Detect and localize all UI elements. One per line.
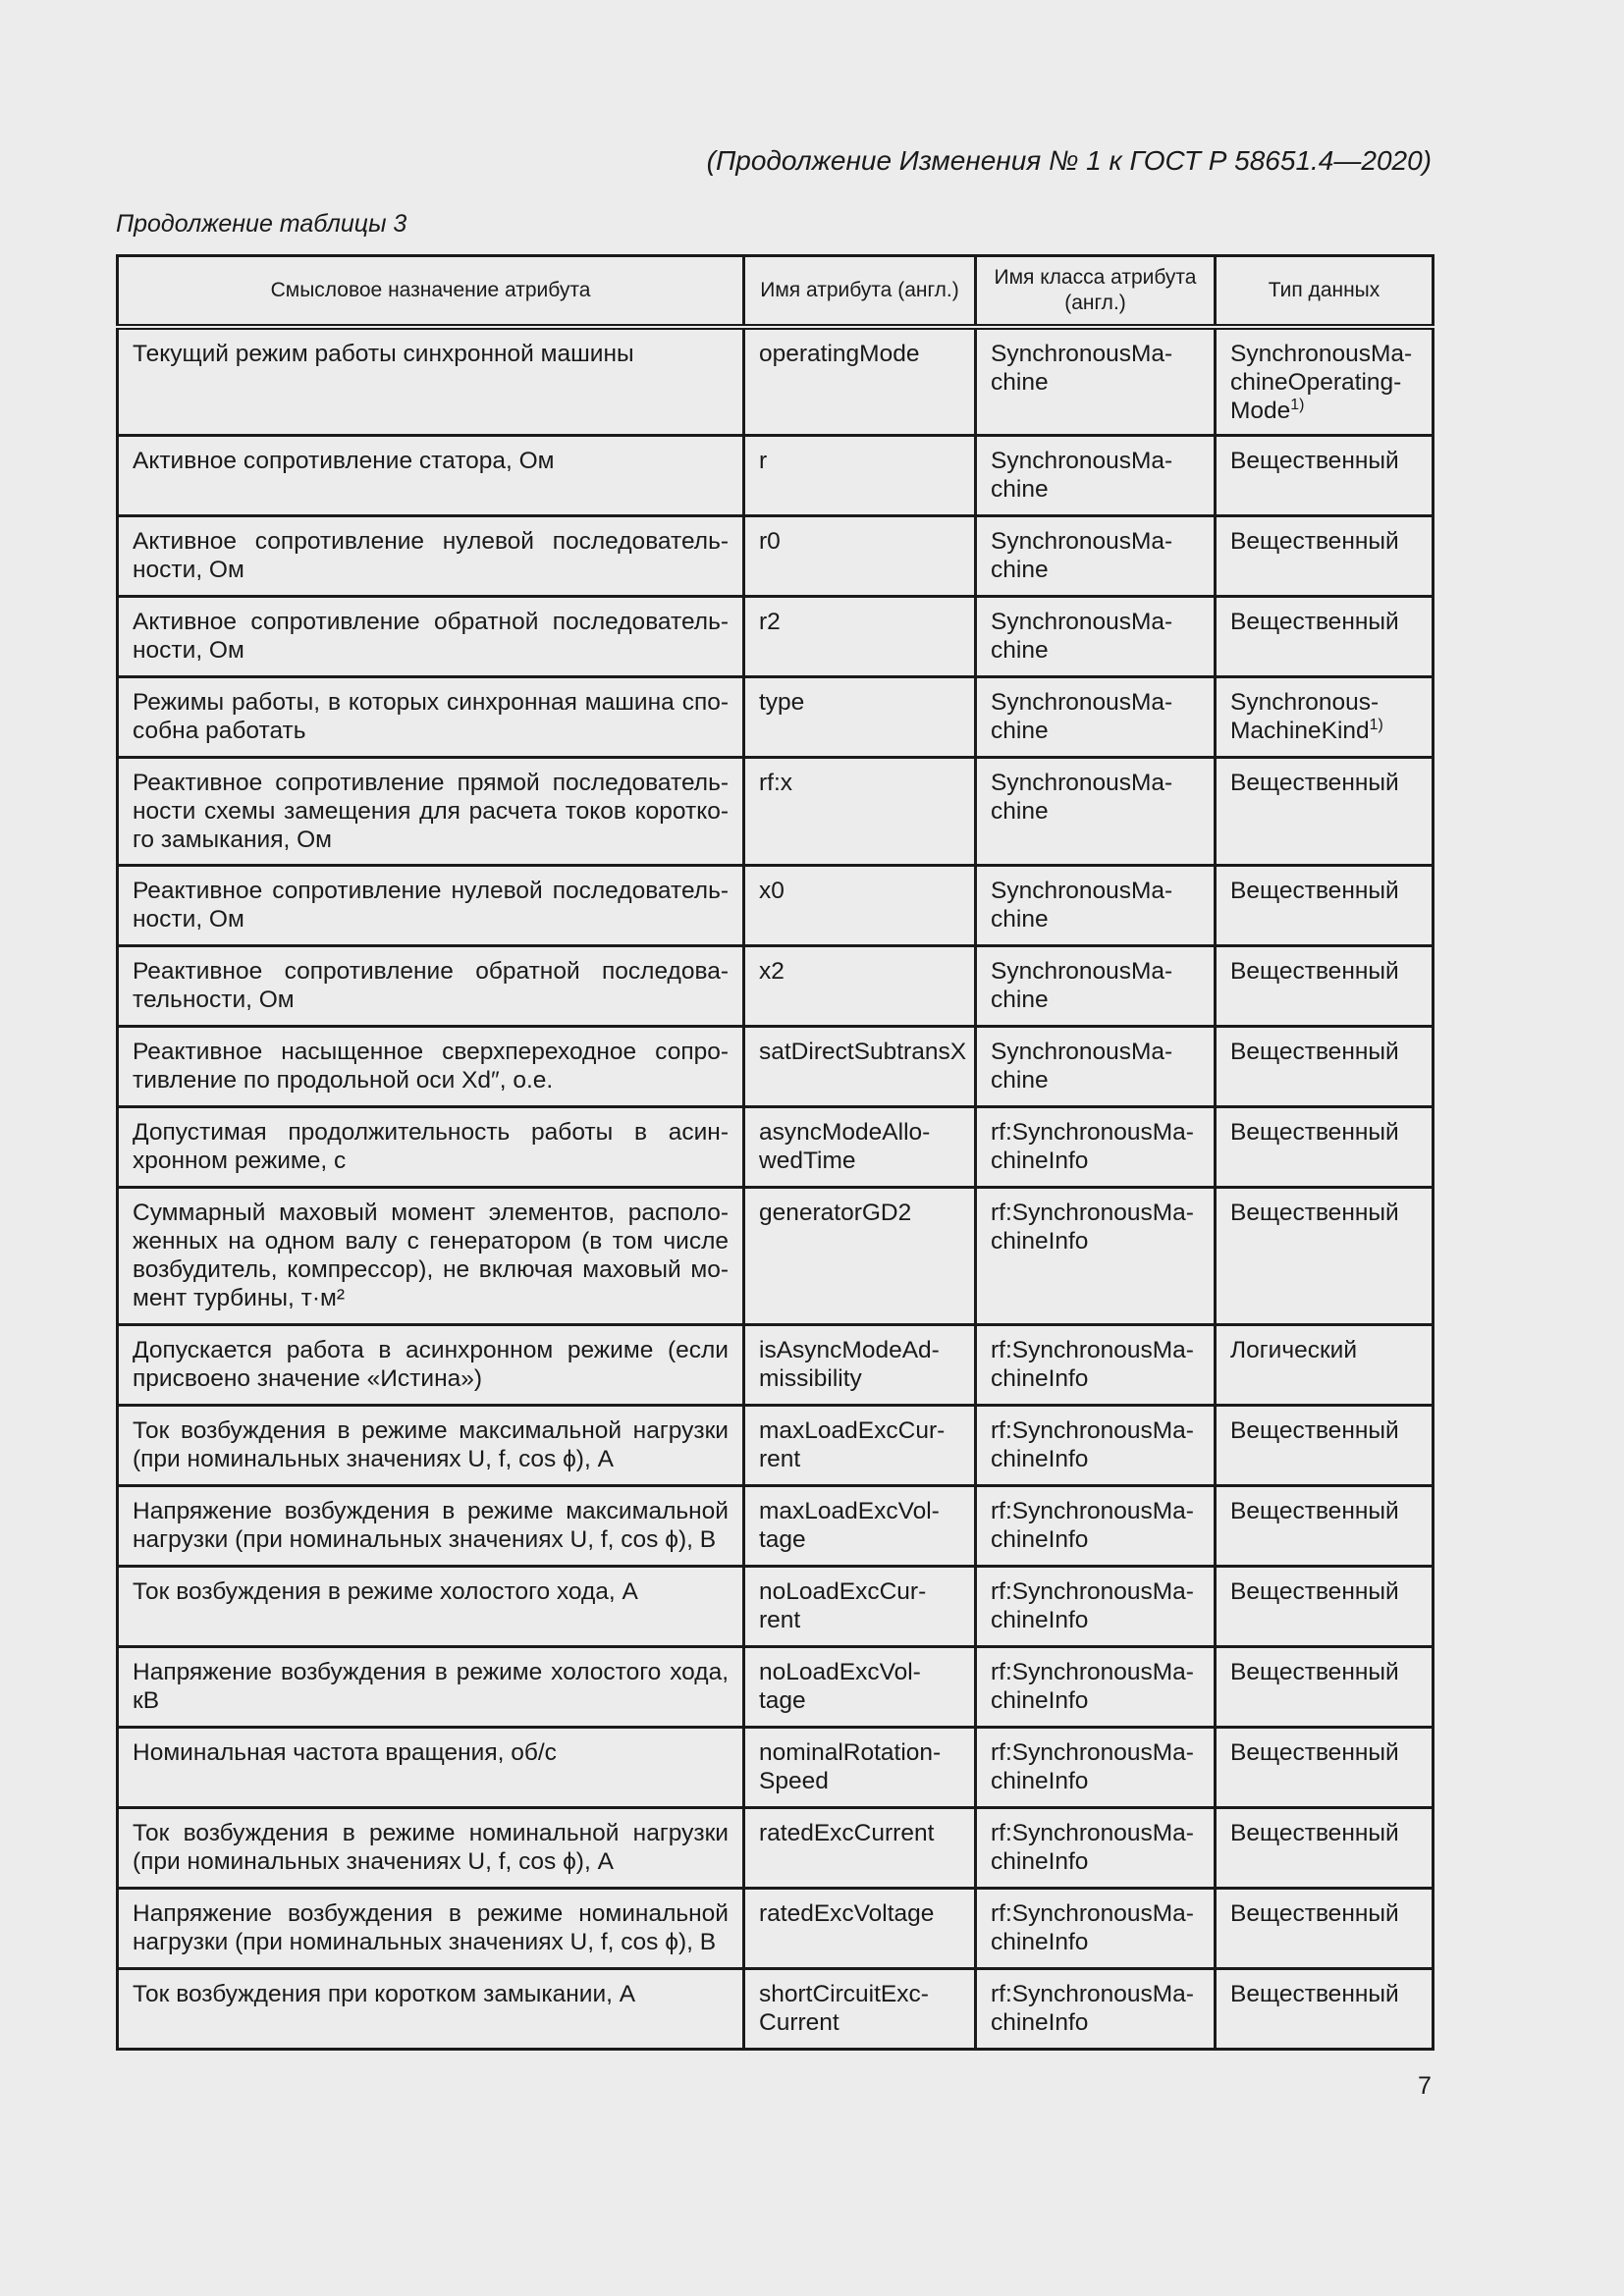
cell-purpose-text: Реактивное сопротивление нулевой последователь-ности, Ом <box>133 877 729 933</box>
cell-attribute-name-text: rf:x <box>759 769 793 796</box>
cell-purpose-text: Реактивное сопротивление прямой последователь-ности схемы замещения для расчета токов коротко-го замыкания, Ом <box>133 769 729 853</box>
cell-data-type <box>1216 1187 1434 1324</box>
cell-data-type-text: Вещественный <box>1230 769 1399 796</box>
cell-attribute-class <box>976 1405 1216 1485</box>
cell-data-type <box>1216 515 1434 596</box>
cell-attribute-name <box>744 1405 976 1485</box>
cell-data-type <box>1216 1807 1434 1888</box>
cell-attribute-name <box>744 757 976 865</box>
cell-attribute-class-text: rf:SynchronousMa-chineInfo <box>991 1899 1194 1955</box>
cell-purpose <box>118 1646 744 1727</box>
cell-purpose <box>118 1106 744 1187</box>
cell-purpose <box>118 1026 744 1106</box>
table-row <box>118 1807 1434 1888</box>
cell-data-type <box>1216 1405 1434 1485</box>
cell-purpose-text: Допустимая продолжительность работы в асин-хронном режиме, с <box>133 1118 729 1174</box>
cell-purpose-text: Текущий режим работы синхронной машины <box>133 341 634 367</box>
cell-attribute-class <box>976 1026 1216 1106</box>
cell-attribute-class-text: SynchronousMa-chine <box>991 957 1173 1013</box>
cell-attribute-name <box>744 1324 976 1405</box>
cell-data-type-text: Вещественный <box>1230 1038 1399 1065</box>
cell-data-type <box>1216 1106 1434 1187</box>
cell-attribute-class <box>976 1187 1216 1324</box>
cell-data-type-text: Вещественный <box>1230 1199 1399 1226</box>
cell-attribute-class-text: rf:SynchronousMa-chineInfo <box>991 1497 1194 1553</box>
cell-attribute-class <box>976 1727 1216 1807</box>
cell-attribute-class-text: rf:SynchronousMa-chineInfo <box>991 1980 1194 2036</box>
column-header-attribute-class: Имя класса атрибута (англ.) <box>976 256 1216 328</box>
cell-attribute-class-text: rf:SynchronousMa-chineInfo <box>991 1658 1194 1714</box>
cell-purpose-text: Ток возбуждения в режиме максимальной нагрузки (при номинальных значениях U, f, cos ϕ), А <box>133 1416 729 1472</box>
cell-data-type <box>1216 596 1434 676</box>
cell-attribute-name-text: maxLoadExcVol-tage <box>759 1497 940 1553</box>
cell-purpose <box>118 1324 744 1405</box>
cell-attribute-class-text: rf:SynchronousMa-chineInfo <box>991 1819 1194 1875</box>
cell-data-type-text: Логический <box>1230 1336 1358 1363</box>
cell-data-type-text: Synchronous-MachineKind <box>1230 688 1380 744</box>
table-row <box>118 327 1434 435</box>
cell-data-type-text: Вещественный <box>1230 1577 1399 1605</box>
cell-attribute-class <box>976 327 1216 435</box>
cell-attribute-class <box>976 1566 1216 1646</box>
cell-attribute-class-text: rf:SynchronousMa-chineInfo <box>991 1416 1194 1472</box>
cell-data-type <box>1216 1968 1434 2049</box>
cell-purpose-text: Ток возбуждения в режиме номинальной нагрузки (при номинальных значениях U, f, cos ϕ), А <box>133 1819 729 1875</box>
cell-data-type-text: Вещественный <box>1230 1899 1399 1927</box>
cell-data-type <box>1216 1727 1434 1807</box>
table-header-row <box>118 256 1434 328</box>
cell-attribute-name-text: ratedExcVoltage <box>759 1899 935 1927</box>
cell-purpose-text: Активное сопротивление статора, Ом <box>133 447 555 474</box>
cell-attribute-name-text: operatingMode <box>759 341 920 367</box>
cell-data-type <box>1216 435 1434 515</box>
cell-attribute-name <box>744 596 976 676</box>
cell-attribute-name-text: shortCircuitExc-Current <box>759 1980 929 2036</box>
cell-purpose <box>118 865 744 945</box>
table-row <box>118 435 1434 515</box>
cell-purpose <box>118 1727 744 1807</box>
cell-purpose-text: Напряжение возбуждения в режиме номинальной нагрузки (при номинальных значениях U, f, cos ϕ), В <box>133 1899 729 1955</box>
cell-attribute-name <box>744 435 976 515</box>
cell-attribute-class-text: rf:SynchronousMa-chineInfo <box>991 1336 1194 1392</box>
cell-attribute-class-text: rf:SynchronousMa-chineInfo <box>991 1118 1194 1174</box>
cell-attribute-class <box>976 1646 1216 1727</box>
cell-attribute-name-text: noLoadExcVol-tage <box>759 1658 921 1714</box>
footnote-marker: 1) <box>1369 716 1383 733</box>
cell-data-type-text: Вещественный <box>1230 1819 1399 1846</box>
page-number: 7 <box>1418 2072 1432 2100</box>
cell-purpose <box>118 435 744 515</box>
cell-attribute-name <box>744 1106 976 1187</box>
cell-attribute-name-text: x2 <box>759 957 785 985</box>
cell-attribute-name-text: asyncModeAllo-wedTime <box>759 1118 931 1174</box>
cell-attribute-name <box>744 1485 976 1566</box>
cell-attribute-name <box>744 1888 976 1968</box>
cell-purpose <box>118 945 744 1026</box>
cell-attribute-class <box>976 596 1216 676</box>
cell-data-type-text: Вещественный <box>1230 1416 1399 1444</box>
cell-attribute-name <box>744 865 976 945</box>
cell-data-type-text: SynchronousMa-chineOperating-Mode <box>1230 341 1413 424</box>
cell-attribute-class-text: rf:SynchronousMa-chineInfo <box>991 1738 1194 1794</box>
cell-purpose-text: Суммарный маховый момент элементов, располо-женных на одном валу с генератором (в том числе возбудитель, компрессор), не включая маховый мо-мент турбины, т·м² <box>133 1199 729 1311</box>
running-header: (Продолжение Изменения № 1 к ГОСТ Р 58651.4—2020) <box>706 145 1432 176</box>
cell-purpose <box>118 1888 744 1968</box>
cell-attribute-name-text: r <box>759 447 768 474</box>
cell-attribute-class-text: rf:SynchronousMa-chineInfo <box>991 1199 1194 1255</box>
cell-attribute-class-text: SynchronousMa-chine <box>991 1038 1173 1094</box>
cell-data-type <box>1216 1888 1434 1968</box>
cell-attribute-name <box>744 945 976 1026</box>
cell-attribute-class <box>976 1968 1216 2049</box>
cell-attribute-name-text: isAsyncModeAd-missibility <box>759 1336 940 1392</box>
cell-data-type <box>1216 1026 1434 1106</box>
cell-data-type-text: Вещественный <box>1230 1118 1399 1146</box>
cell-attribute-class-text: SynchronousMa-chine <box>991 877 1173 933</box>
cell-attribute-class <box>976 945 1216 1026</box>
cell-purpose <box>118 1566 744 1646</box>
cell-purpose <box>118 1968 744 2049</box>
cell-attribute-class-text: SynchronousMa-chine <box>991 608 1173 664</box>
cell-attribute-class <box>976 1106 1216 1187</box>
cell-attribute-name-text: r2 <box>759 608 781 635</box>
table-row <box>118 515 1434 596</box>
cell-attribute-class-text: SynchronousMa-chine <box>991 769 1173 825</box>
table-row <box>118 1026 1434 1106</box>
cell-attribute-class <box>976 1485 1216 1566</box>
cell-purpose <box>118 757 744 865</box>
cell-purpose-text: Режимы работы, в которых синхронная машина спо-собна работать <box>133 688 729 744</box>
cell-purpose <box>118 596 744 676</box>
cell-attribute-name-text: r0 <box>759 527 781 555</box>
cell-purpose-text: Напряжение возбуждения в режиме максимальной нагрузки (при номинальных значениях U, f, cos ϕ), В <box>133 1497 729 1553</box>
cell-attribute-name <box>744 1727 976 1807</box>
cell-attribute-name-text: ratedExcCurrent <box>759 1819 935 1846</box>
cell-purpose <box>118 1807 744 1888</box>
cell-purpose <box>118 1485 744 1566</box>
cell-attribute-name-text: nominalRotation-Speed <box>759 1738 942 1794</box>
cell-purpose-text: Активное сопротивление обратной последователь-ности, Ом <box>133 608 729 664</box>
cell-data-type-text: Вещественный <box>1230 1497 1399 1524</box>
table-row <box>118 757 1434 865</box>
cell-data-type-text: Вещественный <box>1230 957 1399 985</box>
table-row <box>118 676 1434 757</box>
table-row <box>118 1968 1434 2049</box>
cell-attribute-name <box>744 1646 976 1727</box>
column-header-attribute-name: Имя атрибута (англ.) <box>744 256 976 328</box>
cell-attribute-name-text: type <box>759 688 805 716</box>
table-row <box>118 1888 1434 1968</box>
cell-attribute-name <box>744 515 976 596</box>
cell-attribute-class <box>976 865 1216 945</box>
cell-data-type <box>1216 1646 1434 1727</box>
cell-attribute-name-text: maxLoadExcCur-rent <box>759 1416 946 1472</box>
cell-attribute-name-text: generatorGD2 <box>759 1199 912 1226</box>
cell-data-type <box>1216 945 1434 1026</box>
table-row <box>118 1485 1434 1566</box>
cell-attribute-name-text: noLoadExcCur-rent <box>759 1577 927 1633</box>
cell-purpose-text: Реактивное насыщенное сверхпереходное сопро-тивление по продольной оси Xd″, о.е. <box>133 1038 729 1094</box>
cell-attribute-name <box>744 1566 976 1646</box>
cell-attribute-class <box>976 435 1216 515</box>
cell-data-type <box>1216 1566 1434 1646</box>
table-row <box>118 1727 1434 1807</box>
table-row <box>118 1646 1434 1727</box>
cell-data-type-text: Вещественный <box>1230 1980 1399 2007</box>
cell-attribute-class-text: SynchronousMa-chine <box>991 447 1173 503</box>
table-row <box>118 945 1434 1026</box>
cell-attribute-class <box>976 676 1216 757</box>
cell-purpose-text: Ток возбуждения в режиме холостого хода, А <box>133 1577 638 1605</box>
cell-attribute-name <box>744 1026 976 1106</box>
cell-attribute-name <box>744 676 976 757</box>
table-body <box>118 327 1434 2049</box>
cell-attribute-name <box>744 1187 976 1324</box>
table-row <box>118 596 1434 676</box>
table-row <box>118 1566 1434 1646</box>
cell-data-type <box>1216 1324 1434 1405</box>
cell-purpose <box>118 676 744 757</box>
cell-attribute-class-text: SynchronousMa-chine <box>991 527 1173 583</box>
column-header-data-type: Тип данных <box>1216 256 1434 328</box>
cell-purpose-text: Напряжение возбуждения в режиме холостого хода, кВ <box>133 1658 729 1714</box>
cell-purpose-text: Реактивное сопротивление обратной последова-тельности, Ом <box>133 957 729 1013</box>
cell-attribute-class <box>976 1324 1216 1405</box>
cell-attribute-class <box>976 1888 1216 1968</box>
cell-attribute-name <box>744 327 976 435</box>
cell-purpose-text: Допускается работа в асинхронном режиме (если присвоено значение «Истина») <box>133 1336 729 1392</box>
cell-attribute-name-text: satDirectSubtransX <box>759 1038 967 1065</box>
cell-data-type <box>1216 1485 1434 1566</box>
cell-purpose-text: Ток возбуждения при коротком замыкании, А <box>133 1980 636 2007</box>
cell-purpose <box>118 327 744 435</box>
cell-data-type <box>1216 327 1434 435</box>
table-row <box>118 1106 1434 1187</box>
attributes-table <box>116 254 1435 2051</box>
cell-data-type <box>1216 757 1434 865</box>
cell-attribute-class <box>976 515 1216 596</box>
cell-data-type-text: Вещественный <box>1230 1658 1399 1685</box>
cell-data-type-text: Вещественный <box>1230 877 1399 904</box>
cell-attribute-class <box>976 1807 1216 1888</box>
table-row <box>118 865 1434 945</box>
cell-data-type-text: Вещественный <box>1230 527 1399 555</box>
cell-attribute-name-text: x0 <box>759 877 785 904</box>
cell-attribute-class <box>976 757 1216 865</box>
table-row <box>118 1405 1434 1485</box>
footnote-marker: 1) <box>1290 396 1305 413</box>
cell-purpose-text: Активное сопротивление нулевой последователь-ности, Ом <box>133 527 729 583</box>
cell-data-type <box>1216 676 1434 757</box>
cell-purpose-text: Номинальная частота вращения, об/с <box>133 1738 557 1766</box>
cell-attribute-name <box>744 1807 976 1888</box>
column-header-purpose: Смысловое назначение атрибута <box>118 256 744 328</box>
cell-purpose <box>118 1405 744 1485</box>
cell-purpose <box>118 515 744 596</box>
cell-attribute-class-text: rf:SynchronousMa-chineInfo <box>991 1577 1194 1633</box>
table-row <box>118 1187 1434 1324</box>
cell-attribute-class-text: SynchronousMa-chine <box>991 688 1173 744</box>
cell-attribute-name <box>744 1968 976 2049</box>
cell-data-type-text: Вещественный <box>1230 447 1399 474</box>
cell-purpose <box>118 1187 744 1324</box>
table-caption: Продолжение таблицы 3 <box>116 210 407 238</box>
table-row <box>118 1324 1434 1405</box>
cell-data-type-text: Вещественный <box>1230 1738 1399 1766</box>
cell-attribute-class-text: SynchronousMa-chine <box>991 341 1173 396</box>
cell-data-type-text: Вещественный <box>1230 608 1399 635</box>
cell-data-type <box>1216 865 1434 945</box>
